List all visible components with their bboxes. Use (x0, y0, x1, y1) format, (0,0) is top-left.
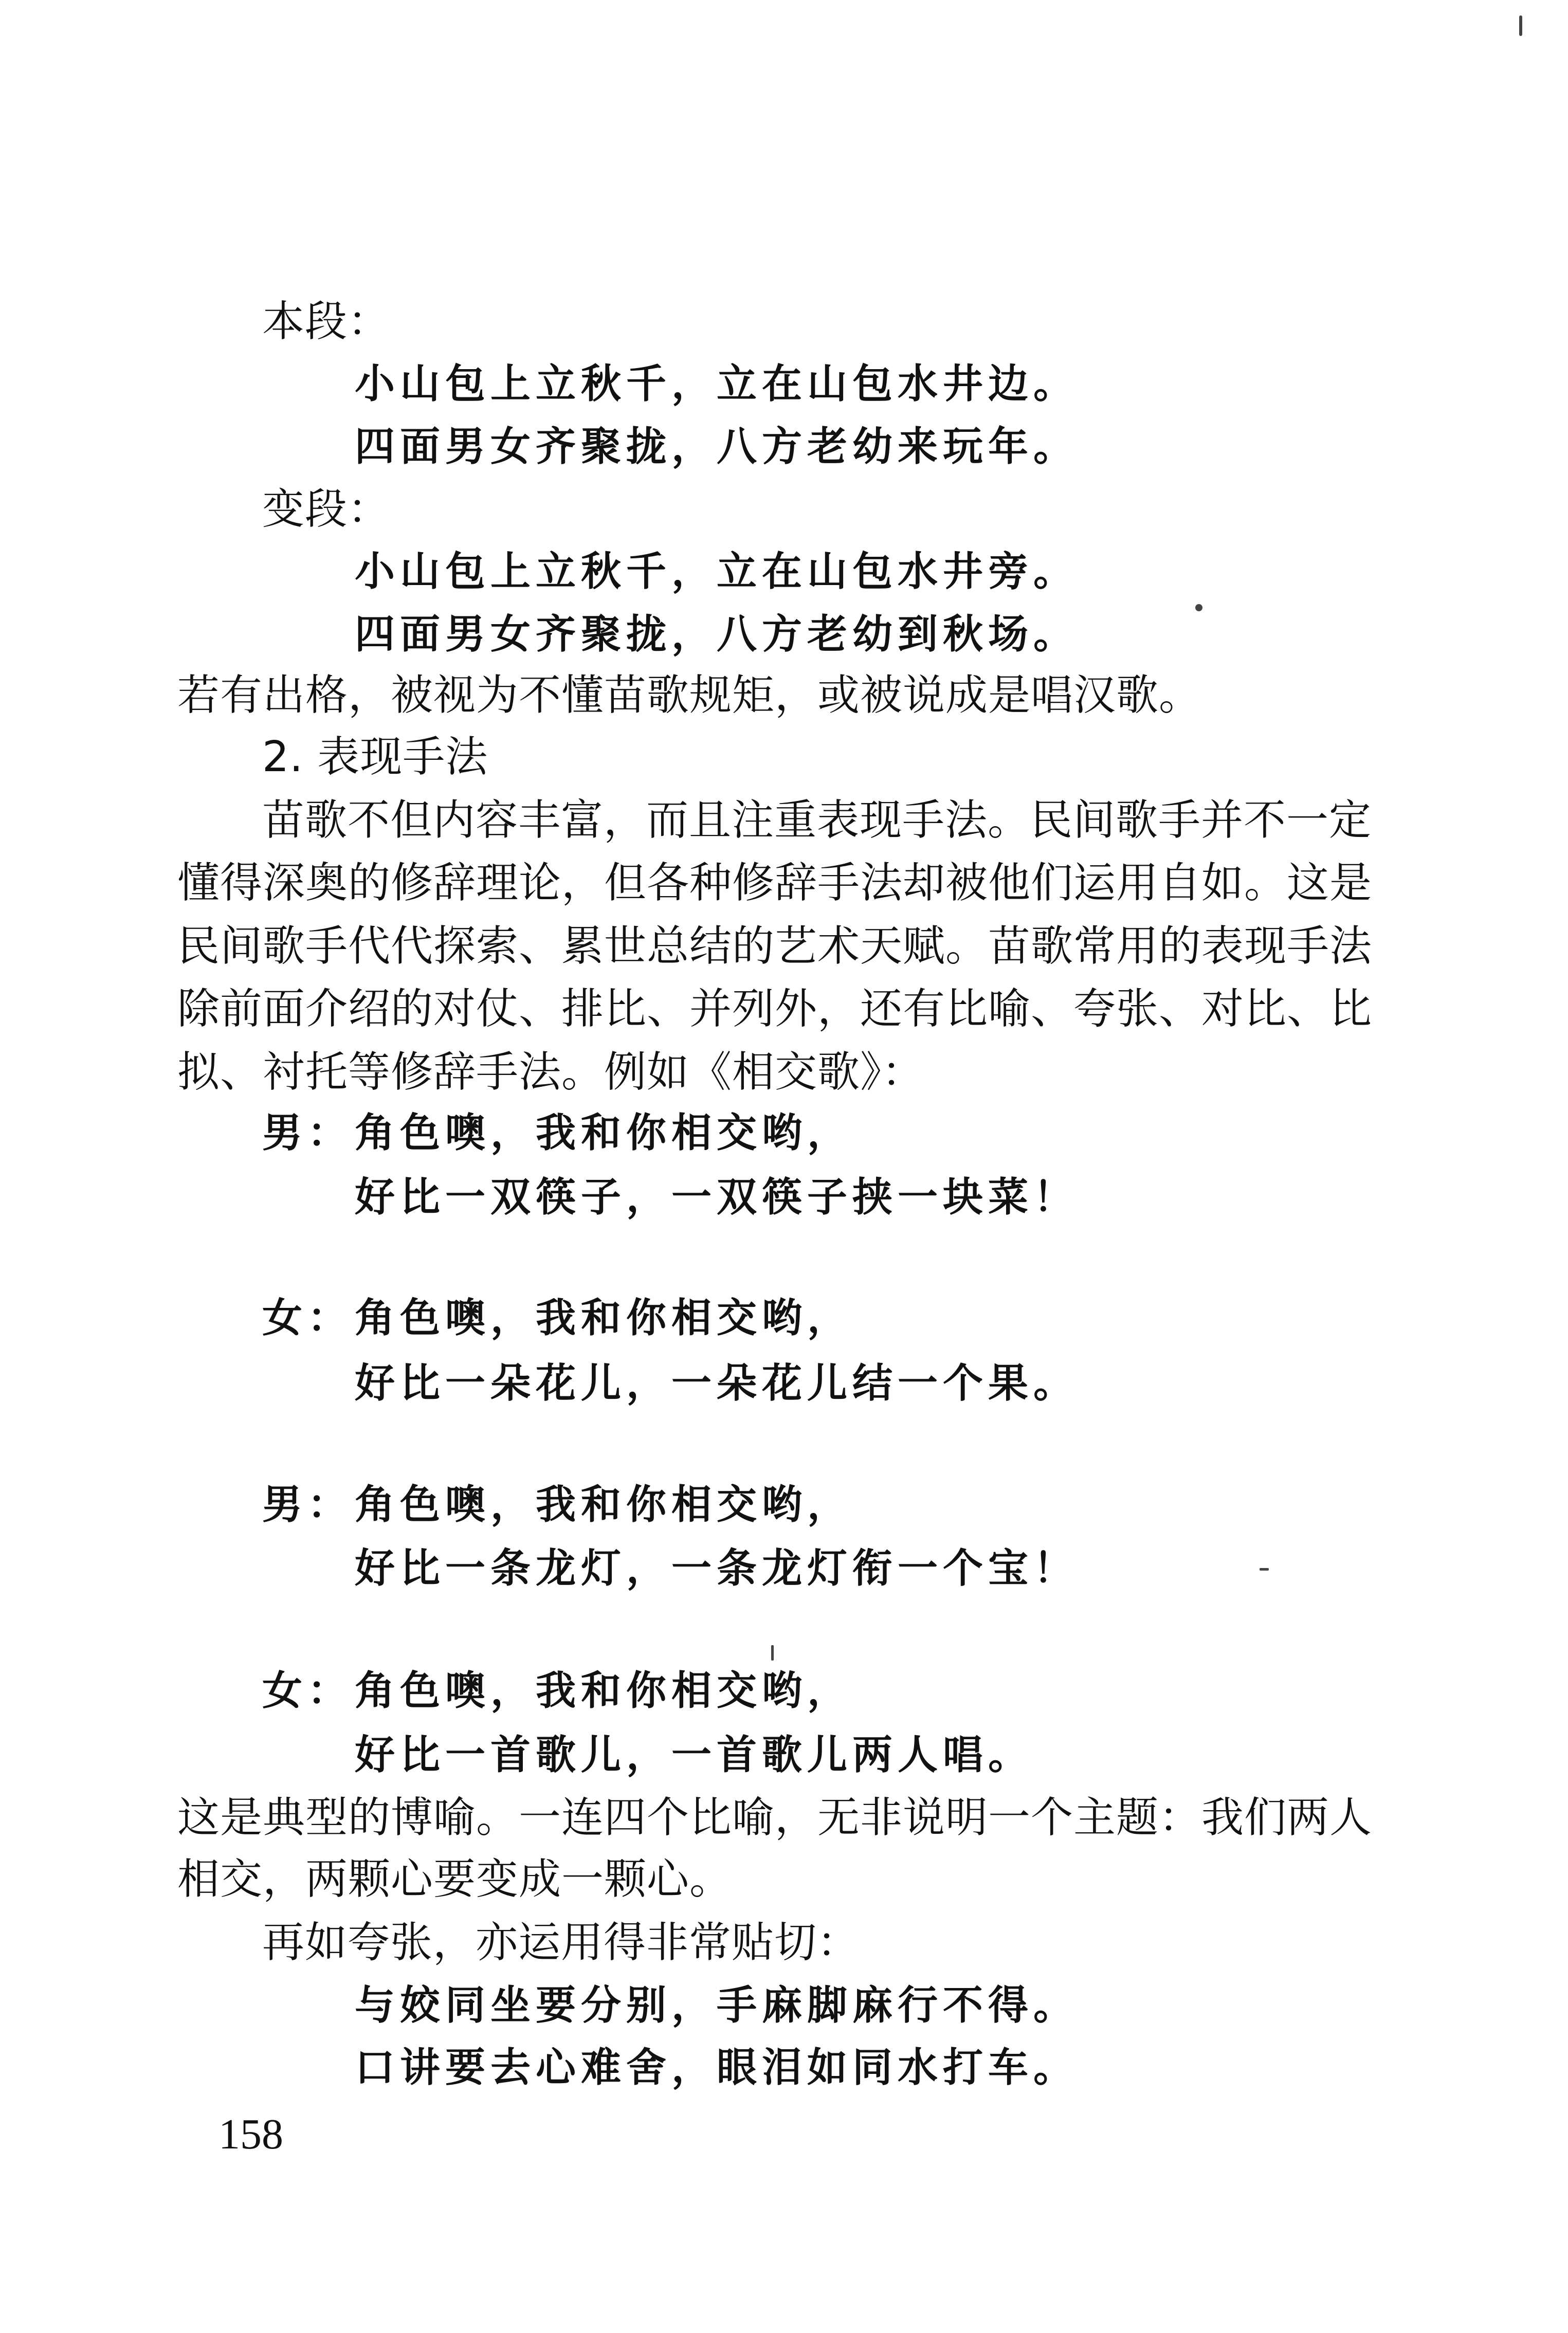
stanza-1-line-2: 好比一双筷子，一双筷子挟一块菜！ (355, 1174, 1079, 1220)
comment-line-1: 这是典型的博喻。一连四个比喻，无非说明一个主题：我们两人 (177, 1793, 1373, 1842)
bianduan-label: 变段： (262, 485, 391, 534)
closing-sentence: 若有出格，被视为不懂苗歌规矩，或被说成是唱汉歌。 (177, 671, 1202, 720)
paragraph-line-1: 苗歌不但内容丰富，而且注重表现手法。民间歌手并不一定 (262, 796, 1372, 845)
scan-speck (1195, 604, 1202, 611)
stanza-4-line-1: 角色噢，我和你相交哟， (355, 1667, 853, 1714)
comment-line-2: 相交，两颗心要变成一颗心。 (177, 1855, 733, 1904)
page-number: 158 (218, 2110, 283, 2158)
stanza-4-line-2: 好比一首歌儿，一首歌儿两人唱。 (355, 1731, 1034, 1778)
stanza-4-speaker: 女： (262, 1667, 353, 1714)
stanza-2-line-2: 好比一朵花儿，一朵花儿结一个果。 (355, 1360, 1079, 1407)
benduan-label: 本段： (262, 297, 391, 346)
paragraph-line-2: 懂得深奥的修辞理论，但各种修辞手法却被他们运用自如。这是 (177, 859, 1373, 907)
stanza-1-line-1: 角色噢，我和你相交哟， (355, 1109, 853, 1156)
benduan-verse-2: 四面男女齐聚拢，八方老幼来玩年。 (355, 423, 1079, 470)
scan-speck (1260, 1568, 1269, 1571)
benduan-verse-1: 小山包上立秋千，立在山包水井边。 (355, 360, 1079, 407)
scan-speck (1519, 15, 1522, 36)
stanza-3-line-2: 好比一条龙灯，一条龙灯衔一个宝！ (355, 1545, 1079, 1592)
stanza-1-speaker: 男： (262, 1109, 353, 1156)
stanza-3-speaker: 男： (262, 1481, 353, 1528)
paragraph-line-3: 民间歌手代代探索、累世总结的艺术天赋。苗歌常用的表现手法 (177, 922, 1373, 971)
stanza-2-speaker: 女： (262, 1295, 353, 1341)
exaggeration-verse-1: 与姣同坐要分别，手麻脚麻行不得。 (355, 1982, 1079, 2029)
exaggeration-verse-2: 口讲要去心难舍，眼泪如同水打车。 (355, 2044, 1079, 2091)
paragraph-line-4: 除前面介绍的对仗、排比、并列外，还有比喻、夸张、对比、比 (177, 985, 1373, 1033)
bianduan-verse-2: 四面男女齐聚拢，八方老幼到秋场。 (355, 611, 1079, 658)
section-heading: 2. 表现手法 (262, 733, 488, 781)
bianduan-verse-1: 小山包上立秋千，立在山包水井旁。 (355, 548, 1079, 595)
stanza-3-line-1: 角色噢，我和你相交哟， (355, 1481, 853, 1528)
paragraph-line-5: 拟、衬托等修辞手法。例如《相交歌》： (177, 1048, 925, 1097)
stanza-2-line-1: 角色噢，我和你相交哟， (355, 1295, 853, 1341)
exaggeration-intro: 再如夸张，亦运用得非常贴切： (262, 1918, 860, 1967)
scan-speck (771, 1645, 774, 1661)
